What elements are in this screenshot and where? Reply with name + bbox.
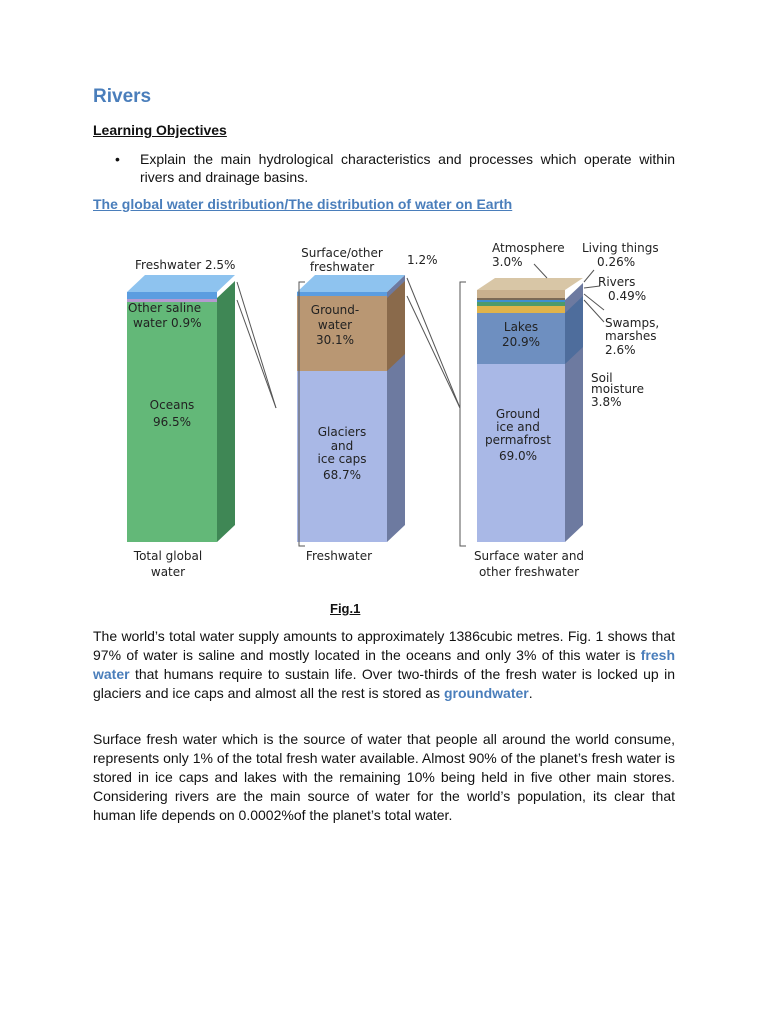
label-other-saline-2: water 0.9% (133, 316, 202, 330)
connector-line-1b (237, 300, 276, 408)
bar3-top-face (477, 278, 583, 290)
bar2-top-face (297, 275, 405, 292)
paragraph-2: Surface fresh water which is the source of water that people all around the world consume, represents only 1% of the total fresh water available. Almost 90% of the planet’s fresh water is stored in ice caps and lakes with the remaining 10% being held in five other main stores. Considering rivers are the main source of water for the world’s population, its clear that human life depends on 0.0002%of the planet’s total water. (93, 731, 675, 823)
label-soil-2: moisture (591, 382, 644, 396)
label-soil-value: 3.8% (591, 395, 622, 409)
label-ground-ice-1: Ground (495, 407, 541, 421)
label-living-things-value: 0.26% (597, 255, 636, 269)
paragraph-1-text-a: The world’s total water supply amounts to approximately 1386cubic metres. Fig. 1 shows that 97% of water is saline and mostly located in the oceans and only 3% of this water is (93, 628, 675, 663)
bar3-bottom-label-2: other freshwater (478, 565, 580, 579)
label-oceans-name: Oceans (149, 398, 195, 412)
label-soil-1: Soil (591, 371, 613, 385)
label-freshwater-2-5: Freshwater 2.5% (135, 258, 236, 272)
label-living-things-name: Living things (582, 241, 659, 255)
label-glaciers-3: ice caps (317, 452, 367, 466)
label-groundwater-2: water (317, 318, 353, 332)
pointer-living-things (584, 270, 594, 282)
label-oceans-value: 96.5% (152, 415, 192, 429)
paragraph-1-text-e: . (528, 685, 533, 701)
bullet-dot-icon: • (115, 151, 120, 167)
label-other-saline-1: Other saline (128, 301, 202, 315)
bar3-segment-soil-moisture (477, 306, 565, 313)
bar1-segment-freshwater (127, 292, 217, 299)
bar2-bottom-label: Freshwater (305, 549, 373, 563)
bar3-bottom-label-1: Surface water and (473, 549, 585, 563)
label-lakes-name: Lakes (503, 320, 539, 334)
label-lakes-value: 20.9% (501, 335, 541, 349)
bar1-side-face (217, 281, 235, 542)
bar1-top-face (127, 275, 235, 292)
paragraph-1-text-c: that humans require to sustain life. Over two-thirds of the fresh water is locked up in glaciers and ice caps and almost all the rest is stored as (93, 666, 675, 701)
label-glaciers-2: and (330, 439, 354, 453)
bar3-segment-rivers (477, 300, 565, 302)
label-surface-other-value: 1.2% (407, 253, 438, 267)
pointer-swamps (584, 294, 604, 310)
label-swamps-value: 2.6% (605, 343, 636, 357)
label-ground-ice-2: ice and (496, 420, 540, 434)
label-rivers-name: Rivers (598, 275, 636, 289)
water-distribution-link[interactable]: The global water distribution/The distribution of water on Earth (93, 196, 513, 212)
connector-line-1a (237, 282, 276, 408)
bar1-bottom-label-1: Total global (133, 549, 203, 563)
learning-objectives-heading: Learning Objectives (93, 122, 227, 138)
label-atmosphere-name: Atmosphere (492, 241, 565, 255)
pointer-atmosphere (534, 264, 547, 278)
label-ground-ice-value: 69.0% (498, 449, 538, 463)
label-surface-other-1: Surface/other (301, 246, 383, 260)
paragraph-1 (93, 627, 675, 703)
label-glaciers-1: Glaciers (317, 425, 367, 439)
fresh-water-highlight: fresh water (93, 647, 675, 682)
bracket-surface (460, 282, 466, 546)
label-swamps-2: marshes (605, 329, 657, 343)
connector-line-2a (407, 278, 460, 408)
label-ground-ice-3: permafrost (485, 433, 551, 447)
label-groundwater-1: Ground- (310, 303, 360, 317)
label-glaciers-value: 68.7% (322, 468, 362, 482)
label-atmosphere-value: 3.0% (492, 255, 523, 269)
label-swamps-1: Swamps, (605, 316, 660, 330)
pointer-soil (584, 300, 604, 322)
connector-line-2b (407, 296, 460, 408)
bar1-bottom-label-2: water (150, 565, 186, 579)
bar2-segment-surface (297, 292, 387, 296)
bar3-segment-swamps (477, 302, 565, 306)
water-distribution-figure (110, 230, 670, 590)
label-surface-other-2: freshwater (309, 260, 375, 274)
objective-text: Explain the main hydrological characteristics and processes which operate within rivers and drainage basins. (140, 151, 675, 185)
bar3-segment-atmosphere (477, 290, 565, 298)
label-groundwater-value: 30.1% (315, 333, 355, 347)
page-title: Rivers (93, 86, 152, 107)
groundwater-highlight: groundwater (443, 685, 529, 701)
figure-caption: Fig.1 (330, 601, 361, 616)
bar3-segment-living-things (477, 298, 565, 300)
label-rivers-value: 0.49% (608, 289, 647, 303)
